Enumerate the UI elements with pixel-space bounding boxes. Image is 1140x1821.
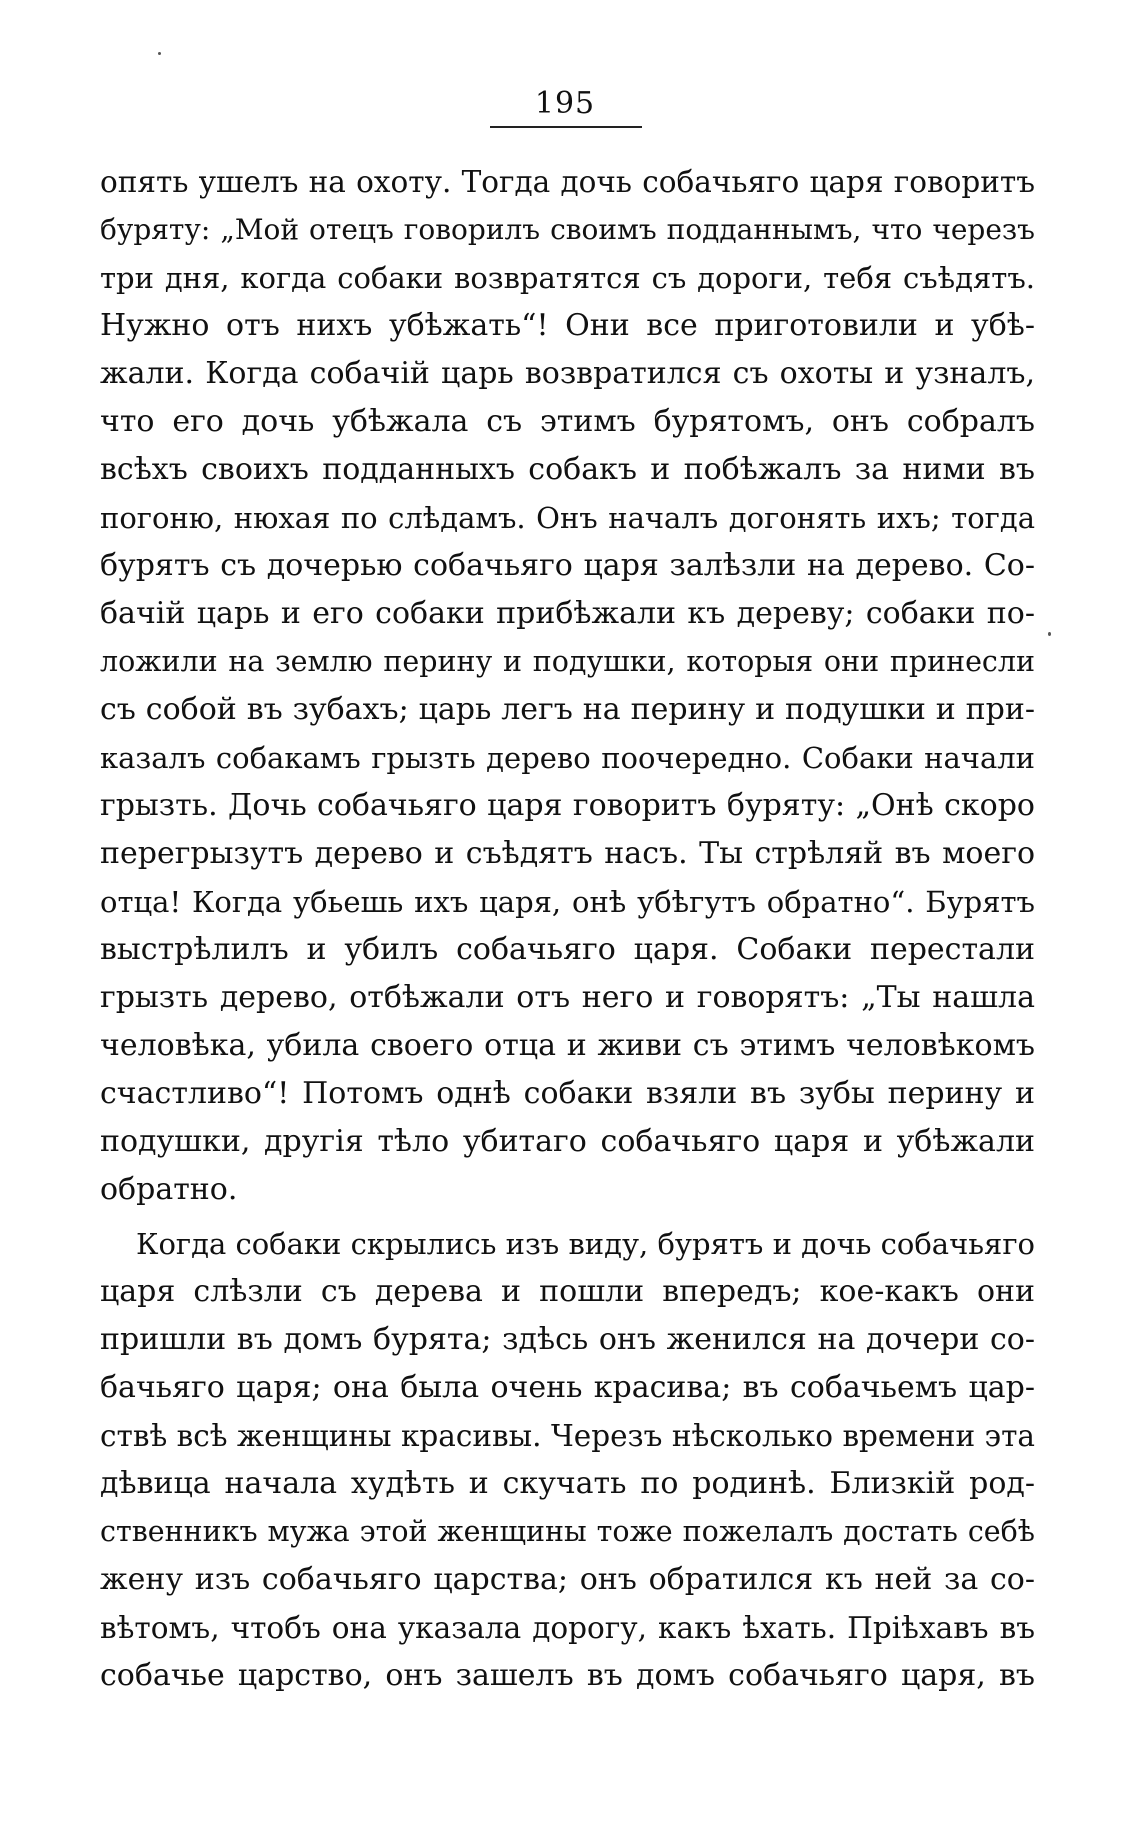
text-line: погоню, нюхая по слѣдамъ. Онъ началъ догонять ихъ; тогда xyxy=(100,501,1035,535)
text-line: съ собой въ зубахъ; царь легъ на перину и подушки и при- xyxy=(100,692,1035,727)
text-line: счастливо“! Потомъ однѣ собаки взяли въ зубы перину и xyxy=(100,1076,1035,1111)
text-line: Нужно отъ нихъ убѣжать“! Они все приготовили и убѣ- xyxy=(100,308,1035,343)
text-line: обратно. xyxy=(100,1172,238,1207)
print-speck xyxy=(1048,632,1051,636)
page-number: 195 xyxy=(534,86,596,121)
text-line: перегрызутъ дерево и съѣдятъ насъ. Ты стрѣляй въ моего xyxy=(100,836,1035,871)
text-line: что его дочь убѣжала съ этимъ бурятомъ, онъ собралъ xyxy=(100,404,1035,439)
text-line: ственникъ мужа этой женщины тоже пожелалъ достать себѣ xyxy=(100,1515,1035,1548)
text-line: жену изъ собачьяго царства; онъ обратился къ ней за со- xyxy=(100,1562,1035,1597)
text-line: грызть дерево, отбѣжали отъ него и говорятъ: „Ты нашла xyxy=(100,980,1035,1015)
text-line: ствѣ всѣ женщины красивы. Черезъ нѣсколько времени эта xyxy=(100,1419,1035,1453)
text-line: отца! Когда убьешь ихъ царя, онѣ убѣгутъ обратно“. Бурятъ xyxy=(100,885,1035,919)
text-line: собачье царство, онъ зашелъ въ домъ собачьяго царя, въ xyxy=(100,1658,1035,1693)
text-line: всѣхъ своихъ подданныхъ собакъ и побѣжалъ за ними въ xyxy=(100,452,1035,487)
text-line: подушки, другія тѣло убитаго собачьяго царя и убѣжали xyxy=(100,1124,1035,1159)
paragraph-1 xyxy=(100,158,1035,1214)
text-line: дѣвица начала худѣть и скучать по родинѣ. Близкій род- xyxy=(100,1466,1035,1501)
text-line: вѣтомъ, чтобъ она указала дорогу, какъ ѣхать. Пріѣхавъ въ xyxy=(100,1611,1035,1645)
text-line: казалъ собакамъ грызть дерево поочередно. Собаки начали xyxy=(100,741,1035,775)
text-line: выстрѣлилъ и убилъ собачьяго царя. Собаки перестали xyxy=(100,932,1035,967)
body-text xyxy=(100,158,1035,1700)
text-line: жали. Когда собачій царь возвратился съ охоты и узналъ, xyxy=(100,356,1035,391)
paragraph-2 xyxy=(100,1220,1035,1700)
text-line: опять ушелъ на охоту. Тогда дочь собачьяго царя говоритъ xyxy=(100,165,1035,199)
page-number-rule xyxy=(490,126,642,128)
text-line: бурятъ съ дочерью собачьяго царя залѣзли на дерево. Со- xyxy=(100,548,1035,583)
text-line: бачьяго царя; она была очень красива; въ собачьемъ цар- xyxy=(100,1370,1035,1405)
text-line: буряту: „Мой отецъ говорилъ своимъ подданнымъ, что черезъ xyxy=(100,213,1035,246)
text-line: царя слѣзли съ дерева и пошли впередъ; кое-какъ они xyxy=(100,1274,1035,1309)
text-line: человѣка, убила своего отца и живи съ этимъ человѣкомъ xyxy=(100,1028,1035,1063)
text-line: Когда собаки скрылись изъ виду, бурятъ и дочь собачьяго xyxy=(136,1227,1035,1261)
print-speck xyxy=(158,52,161,55)
text-line: грызть. Дочь собачьяго царя говоритъ буряту: „Онѣ скоро xyxy=(100,788,1035,823)
text-line: пришли въ домъ бурята; здѣсь онъ женился на дочери со- xyxy=(100,1322,1035,1357)
text-line: бачій царь и его собаки прибѣжали къ дереву; собаки по- xyxy=(100,596,1035,631)
text-line: три дня, когда собаки возвратятся съ дороги, тебя съѣдятъ. xyxy=(100,261,1035,295)
text-line: ложили на землю перину и подушки, которыя они принесли xyxy=(100,645,1035,678)
